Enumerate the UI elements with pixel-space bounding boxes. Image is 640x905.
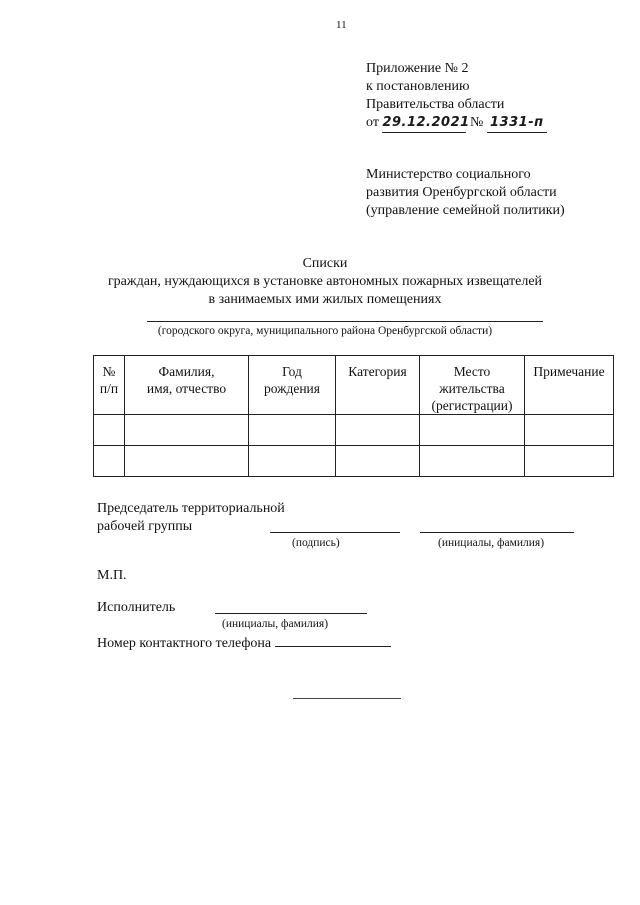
table-cell[interactable] xyxy=(525,446,614,477)
title-line-2: граждан, нуждающихся в установке автономных пожарных извещателей xyxy=(107,274,543,289)
handwritten-number: 1331-п xyxy=(487,114,547,133)
phone-row xyxy=(97,633,391,653)
phone-fill-line xyxy=(275,633,391,647)
ministry-block xyxy=(366,166,565,220)
table-cell[interactable] xyxy=(94,446,125,477)
signature-caption: (подпись) xyxy=(292,537,340,549)
header-cell-full-name: Фамилия, имя, отчество xyxy=(125,356,249,415)
table-cell[interactable] xyxy=(125,415,249,446)
table-header-row xyxy=(94,356,614,415)
chair-label xyxy=(97,500,285,536)
title-line-1: Списки xyxy=(302,256,348,271)
appendix-header xyxy=(366,60,547,133)
executor-label: Исполнитель xyxy=(97,600,176,615)
ministry-line-3: (управление семейной политики) xyxy=(366,203,565,218)
closing-separator xyxy=(293,698,401,699)
table-cell[interactable] xyxy=(525,415,614,446)
table-cell[interactable] xyxy=(336,415,420,446)
citizens-table xyxy=(93,355,614,477)
ministry-line-2: развития Оренбургской области xyxy=(366,185,557,200)
chair-name-line xyxy=(420,532,574,533)
title-line-3: в занимаемых ими жилых помещениях xyxy=(208,292,442,307)
appendix-line-1: Приложение № 2 xyxy=(366,61,469,76)
document-title xyxy=(80,255,570,309)
appendix-line-3: Правительства области xyxy=(366,97,505,112)
table-cell[interactable] xyxy=(249,446,336,477)
appendix-line-2: к постановлению xyxy=(366,79,470,94)
stamp-place: М.П. xyxy=(97,568,127,583)
territory-caption: (городского округа, муниципального района Оренбургской области) xyxy=(157,325,493,337)
table-cell[interactable] xyxy=(125,446,249,477)
table-cell[interactable] xyxy=(420,446,525,477)
table-cell[interactable] xyxy=(94,415,125,446)
header-cell-note: Примечание xyxy=(525,356,614,415)
page-number: 11 xyxy=(336,19,347,31)
chair-line-1: Председатель территориальной xyxy=(97,501,285,516)
table-row xyxy=(94,415,614,446)
chair-name-caption: (инициалы, фамилия) xyxy=(438,537,545,549)
executor-name-line xyxy=(215,613,367,614)
ministry-line-1: Министерство социального xyxy=(366,167,531,182)
executor-caption: (инициалы, фамилия) xyxy=(222,618,329,630)
header-cell-number: № п/п xyxy=(94,356,125,415)
table-row xyxy=(94,446,614,477)
table-cell[interactable] xyxy=(249,415,336,446)
handwritten-date: 29.12.2021 xyxy=(382,114,466,133)
appendix-date-line xyxy=(366,114,547,133)
phone-label: Номер контактного телефона xyxy=(97,636,272,651)
header-cell-category: Категория xyxy=(336,356,420,415)
territory-fill-line xyxy=(147,321,543,322)
signature-line xyxy=(270,532,400,533)
number-prefix: № xyxy=(469,115,484,130)
header-cell-birth-year: Год рождения xyxy=(249,356,336,415)
date-prefix: от xyxy=(366,115,379,130)
chair-line-2: рабочей группы xyxy=(97,519,193,534)
table-cell[interactable] xyxy=(420,415,525,446)
table-cell[interactable] xyxy=(336,446,420,477)
header-cell-residence: Место жительства (регистрации) xyxy=(420,356,525,415)
